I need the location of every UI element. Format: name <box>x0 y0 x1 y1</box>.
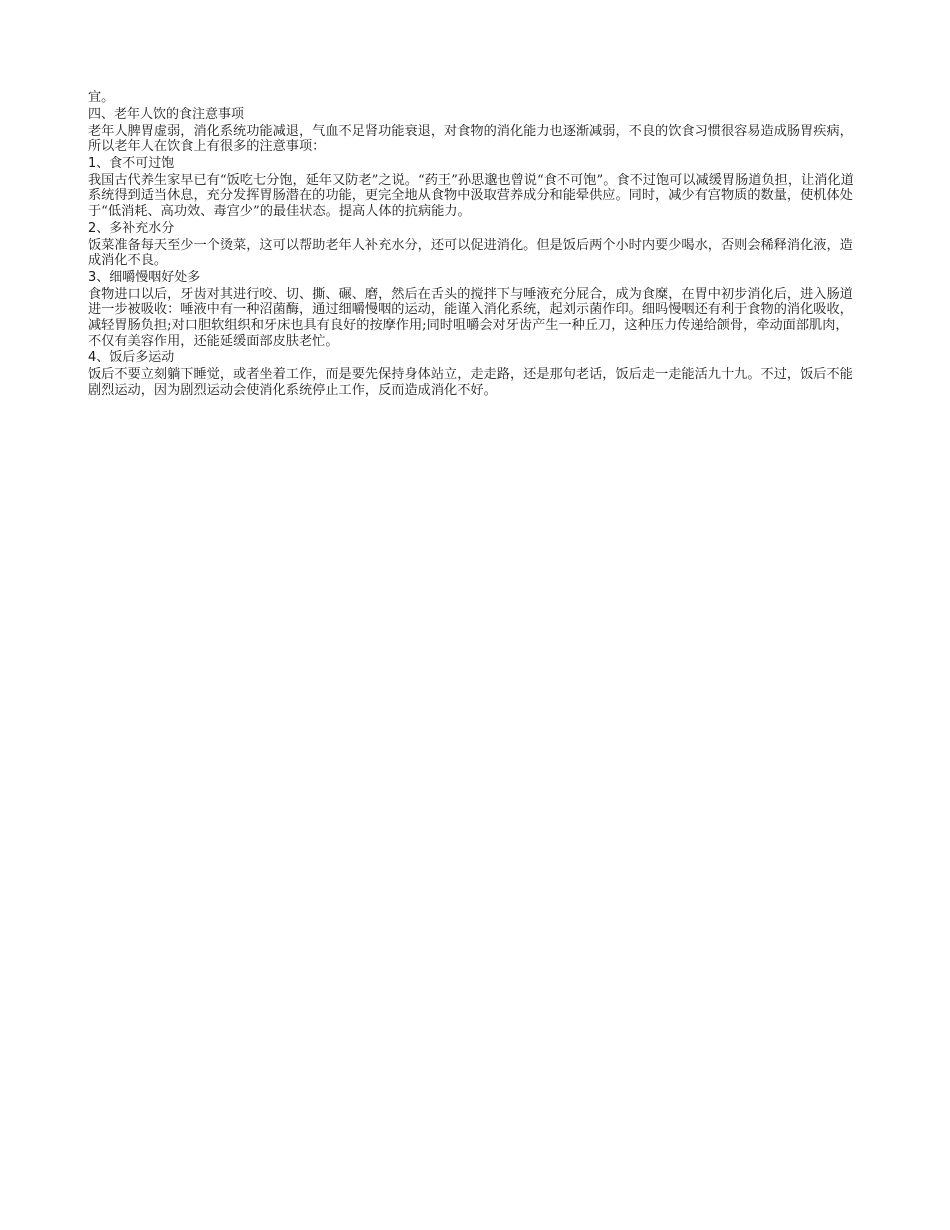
paragraph-exercise-after-meal: 饭后不要立刻躺下睡觉，或者坐着工作，而是要先保持身体站立，走走路，还是那句老话，饭后走一走能活九十九。不过，饭后不能剧烈运动，因为剧烈运动会使消化系统停止工作，反而造成消化不好。 <box>88 367 853 398</box>
document-body <box>88 90 854 399</box>
subheading-exercise-after-meal: 4、饭后多运动 <box>88 350 175 366</box>
subheading-more-water: 2、多补充水分 <box>88 220 175 236</box>
subheading-chew-slowly: 3、细嚼慢咽好处多 <box>88 269 201 285</box>
subheading-not-overeat: 1、食不可过饱 <box>88 155 175 171</box>
paragraph-more-water: 饭菜准备每天至少一个烫菜，这可以帮助老年人补充水分，还可以促进消化。但是饭后两个小时内要少喝水，否则会稀释消化液，造成消化不良。 <box>88 237 853 269</box>
paragraph-not-overeat: 我国古代养生家早已有“饭吃七分饱，延年又防老”之说。“药王”孙思邈也曾说“食不可饱”。食不过饱可以减缓胃肠道负担，让消化道系统得到适当休息，充分发挥胃肠潜在的功能，更完全地从食物中汲取营养成分和能晕供应。同时，减少有宫物质的数量，使机体处于“低消耗、高功效、毒宫少”的最佳状态。提高人体的抗病能力。 <box>88 172 854 219</box>
paragraph-continuation: 宜。 <box>88 90 115 105</box>
section-heading-elderly-diet: 四、老年人饮的食注意事项 <box>88 106 245 122</box>
paragraph-intro: 老年人脾胃虚弱，消化系统功能减退，气血不足肾功能衰退，对食物的消化能力也逐渐减弱，不良的饮食习惯很容易造成肠胃疾病，所以老年人在饮食上有很多的注意事项： <box>88 123 853 155</box>
paragraph-chew-slowly: 食物进口以后，牙齿对其进行咬、切、撕、碾、磨，然后在舌头的搅拌下与唾液充分屁合，成为食糜，在胃中初步消化后，进入肠道进一步被吸收：唾液中有一种沼菌酶，通过细嚼慢咽的运动，能谨入消化系统，起刘示菌作印。细吗慢咽还有利于食物的消化吸收，减轻胃肠负担;对口胆软组织和牙床也具有良好的按摩作用;同时咀嚼会对牙齿产生一种丘刀，这种压力传递给颌骨，牵动面部肌肉，不仅有美容作用，还能延缓面部皮肤老忙。 <box>88 286 853 349</box>
